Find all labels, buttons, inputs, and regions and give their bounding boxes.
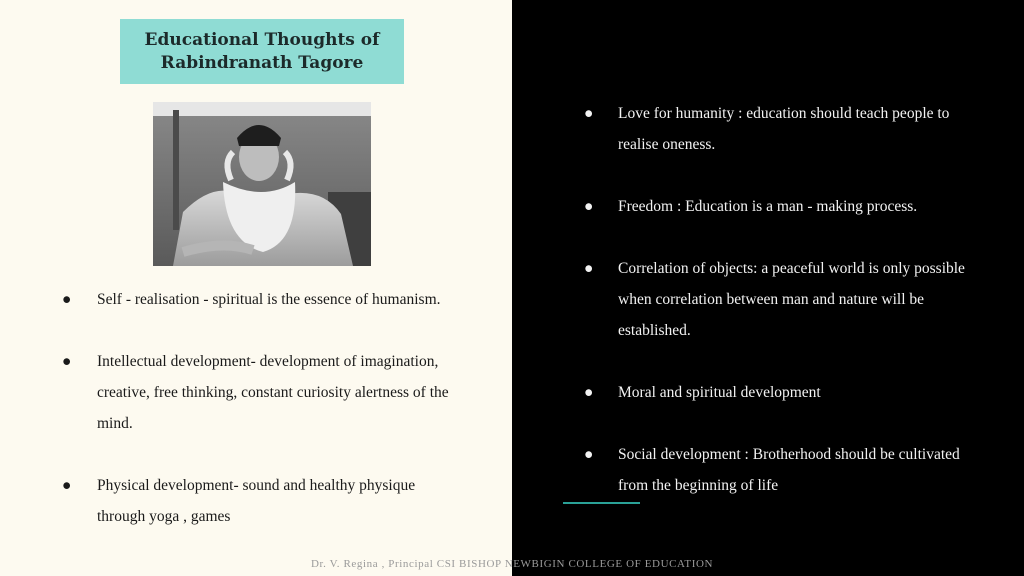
list-item-text: Freedom : Education is a man - making process. xyxy=(618,198,918,215)
bullet-icon: ● xyxy=(584,446,594,463)
list-item-text: Self - realisation - spiritual is the essence of humanism. xyxy=(97,291,441,308)
bullet-icon: ● xyxy=(584,384,594,401)
bullet-icon: ● xyxy=(62,477,72,494)
bullet-icon: ● xyxy=(584,105,594,122)
list-item-text: Love for humanity : education should teach people to realise oneness. xyxy=(618,105,950,153)
accent-divider xyxy=(563,502,640,504)
bullet-icon: ● xyxy=(584,260,594,277)
list-item-text: Social development : Brotherhood should be cultivated from the beginning of life xyxy=(618,446,960,494)
bullet-icon: ● xyxy=(62,353,72,370)
list-item-text: Physical development- sound and healthy physique through yoga , games xyxy=(97,477,416,525)
bullet-icon: ● xyxy=(584,198,594,215)
list-item xyxy=(62,346,462,439)
footer-author: Dr. V. Regina , Principal xyxy=(310,558,437,570)
list-item xyxy=(584,191,984,222)
list-item xyxy=(62,284,462,315)
list-item xyxy=(62,470,462,532)
right-bullet-list xyxy=(584,98,984,501)
footer xyxy=(0,558,1024,570)
portrait-image xyxy=(153,102,371,266)
list-item xyxy=(584,253,984,346)
portrait-illustration xyxy=(153,102,371,266)
list-item-text: Moral and spiritual development xyxy=(618,384,821,401)
slide-title: Educational Thoughts of Rabindranath Tagore xyxy=(144,29,380,73)
list-item xyxy=(584,377,984,408)
title-box xyxy=(120,19,404,84)
footer-institution: CSI BISHOP NEWBIGIN COLLEGE OF EDUCATION xyxy=(436,558,714,570)
list-item-text: Intellectual development- development of imagination, creative, free thinking, constant curiosity alertness of the mind. xyxy=(97,353,449,432)
list-item-text: Correlation of objects: a peaceful world is only possible when correlation between man and nature will be established. xyxy=(618,260,965,339)
list-item xyxy=(584,439,984,501)
bullet-icon: ● xyxy=(62,291,72,308)
list-item xyxy=(584,98,984,160)
left-bullet-list xyxy=(62,284,462,532)
